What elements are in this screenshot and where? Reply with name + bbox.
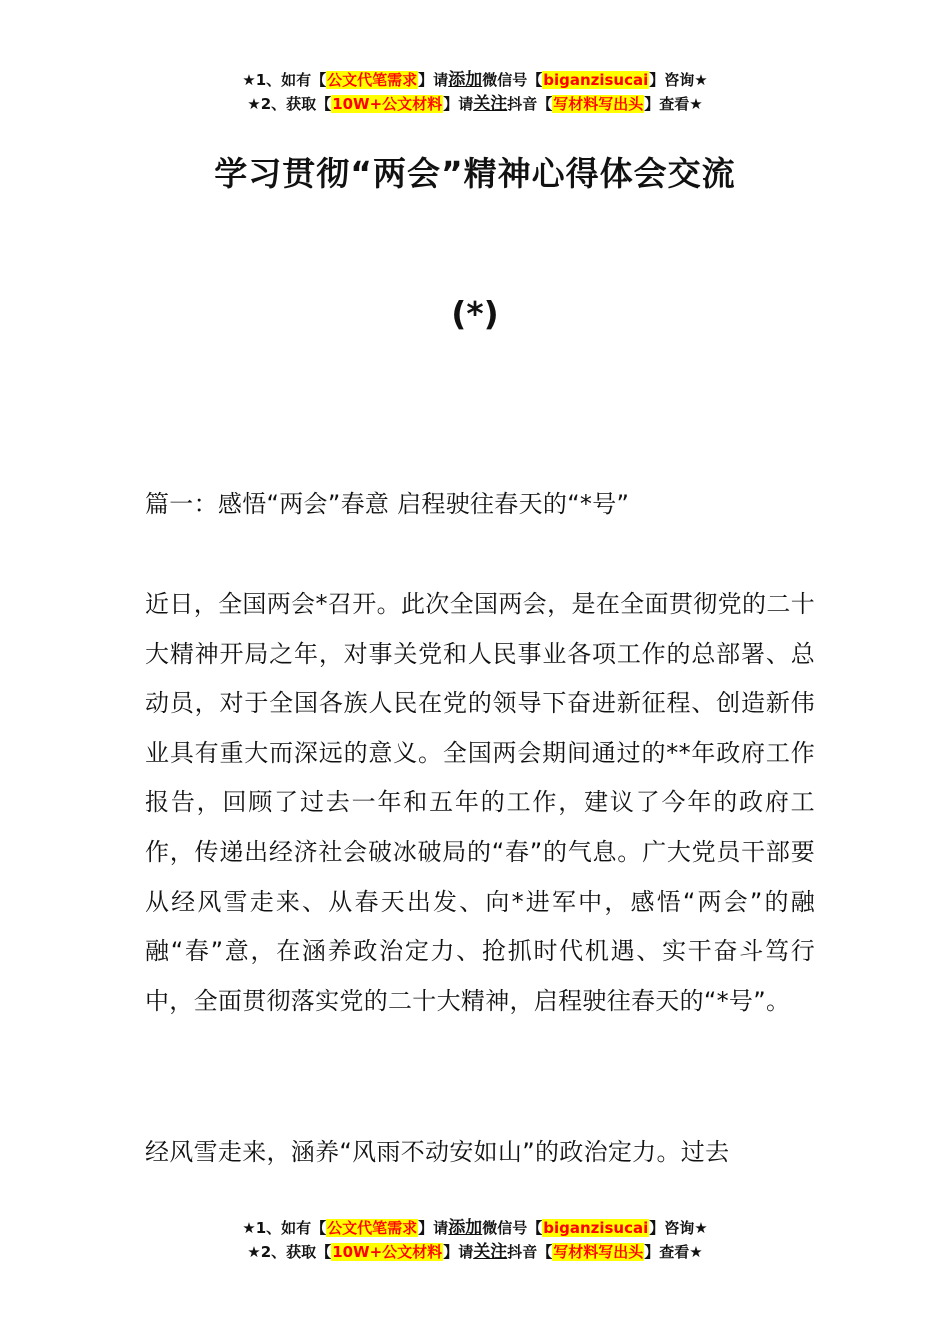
banner-text: 】请 bbox=[418, 1219, 449, 1237]
banner-text: ★2、获取【 bbox=[247, 1243, 332, 1261]
banner-text: 】咨询★ bbox=[649, 1219, 708, 1237]
banner-text: 微信号【 bbox=[482, 71, 543, 89]
banner-highlight: 10W+公文材料 bbox=[332, 1243, 443, 1261]
banner-line-2 bbox=[0, 1240, 950, 1264]
banner-highlight: 10W+公文材料 bbox=[332, 95, 443, 113]
banner-line-2 bbox=[0, 92, 950, 116]
banner-line-1 bbox=[0, 68, 950, 92]
banner-text: ★1、如有【 bbox=[242, 71, 327, 89]
banner-text: 抖音【 bbox=[507, 1243, 553, 1261]
douyin-id-highlight: 写材料写出头 bbox=[553, 1243, 644, 1261]
wechat-id-highlight: biganzisucai bbox=[543, 71, 649, 89]
banner-highlight: 公文代笔需求 bbox=[327, 71, 418, 89]
banner-highlight: 公文代笔需求 bbox=[327, 1219, 418, 1237]
document-title: 学习贯彻“两会”精神心得体会交流 bbox=[214, 154, 736, 193]
banner-text: ★2、获取【 bbox=[247, 95, 332, 113]
banner-text: ★1、如有【 bbox=[242, 1219, 327, 1237]
paragraph-2: 经风雪走来，涵养“风雨不动安如山”的政治定力。过去 bbox=[145, 1138, 730, 1166]
header-banner bbox=[0, 68, 950, 116]
paragraph-1: 近日，全国两会*召开。此次全国两会，是在全面贯彻党的二十大精神开局之年，对事关党和人民事业各项工作的总部署、总动员，对于全国各族人民在党的领导下奋进新征程、创造新伟业具有重大而深远的意义。全国两会期间通过的**年政府工作报告，回顾了过去一年和五年的工作，建议了今年的政府工作，传递出经济社会破冰破局的“春”的气息。广大党员干部要从经风雪走来、从春天出发、向*进军中，感悟“两会”的融融“春”意，在涵养政治定力、抢抓时代机遇、实干奋斗笃行中，全面贯彻落实党的二十大精神，启程驶往春天的“*号”。 bbox=[145, 590, 815, 1015]
wechat-id-highlight: biganzisucai bbox=[543, 1219, 649, 1237]
banner-text: 】请 bbox=[418, 71, 449, 89]
banner-underline: 添加 bbox=[448, 70, 483, 90]
banner-underline: 关注 bbox=[473, 94, 508, 114]
footer-banner bbox=[0, 1216, 950, 1264]
banner-text: 】咨询★ bbox=[649, 71, 708, 89]
document-subtitle: (*) bbox=[451, 294, 499, 333]
banner-text: 】请 bbox=[443, 95, 474, 113]
banner-underline: 关注 bbox=[473, 1242, 508, 1262]
banner-text: 】请 bbox=[443, 1243, 474, 1261]
douyin-id-highlight: 写材料写出头 bbox=[553, 95, 644, 113]
banner-text: 】查看★ bbox=[644, 1243, 703, 1261]
banner-underline: 添加 bbox=[448, 1218, 483, 1238]
section-heading: 篇一：感悟“两会”春意 启程驶往春天的“*号” bbox=[145, 490, 630, 518]
banner-text: 抖音【 bbox=[507, 95, 553, 113]
banner-line-1 bbox=[0, 1216, 950, 1240]
banner-text: 微信号【 bbox=[482, 1219, 543, 1237]
banner-text: 】查看★ bbox=[644, 95, 703, 113]
